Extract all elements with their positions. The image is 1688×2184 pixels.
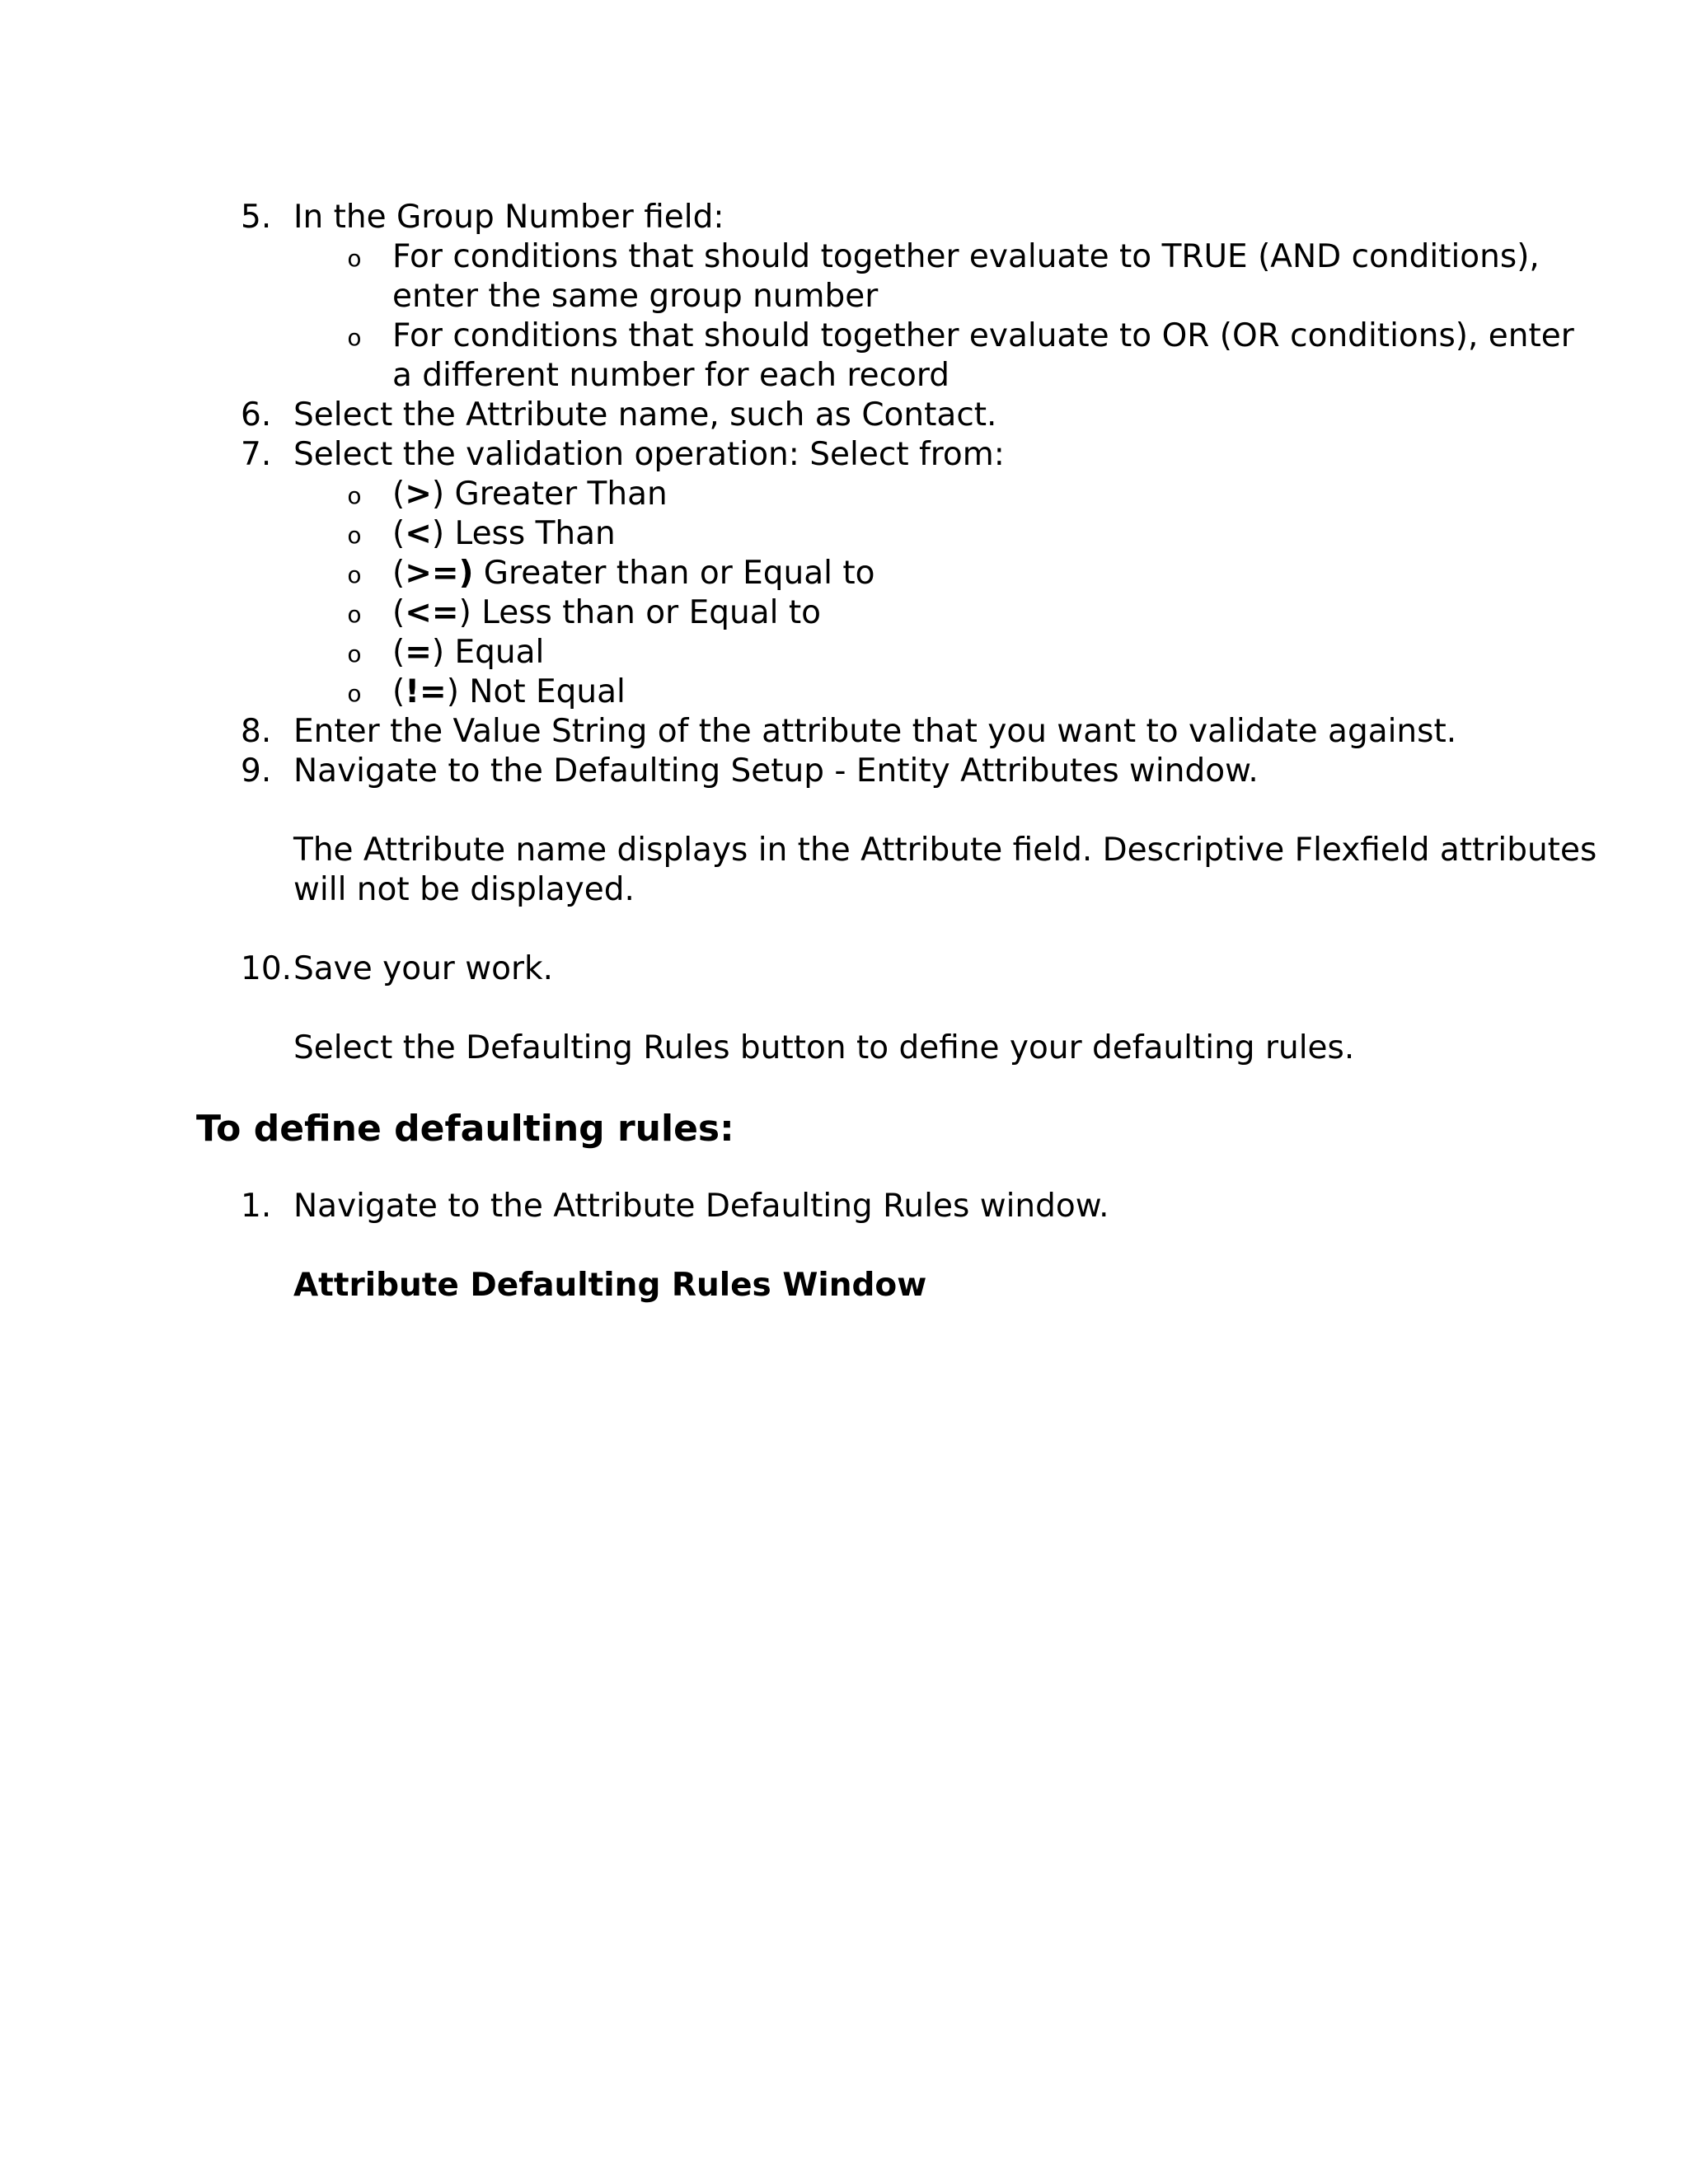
bullet-marker: o bbox=[347, 561, 362, 588]
step-9-note-line-1: The Attribute name displays in the Attribute field. Descriptive Flexfield attributes bbox=[293, 832, 1597, 869]
bullet-marker: o bbox=[347, 482, 362, 509]
operator-symbol: > bbox=[405, 476, 432, 513]
window-caption: Attribute Defaulting Rules Window bbox=[293, 1267, 927, 1304]
operation-less-equal: (<=) Less than or Equal to bbox=[392, 594, 821, 631]
bullet-marker: o bbox=[347, 680, 362, 707]
step-10-text: Save your work. bbox=[293, 950, 553, 987]
step-10-note: Select the Defaulting Rules button to define your defaulting rules. bbox=[293, 1029, 1355, 1066]
bullet-marker: o bbox=[347, 601, 362, 628]
step-8-text: Enter the Value String of the attribute that you want to validate against. bbox=[293, 713, 1457, 750]
step-6-number: 6. bbox=[241, 396, 272, 434]
step-6-text: Select the Attribute name, such as Contact. bbox=[293, 396, 997, 434]
section-heading: To define defaulting rules: bbox=[196, 1108, 734, 1150]
step-9-number: 9. bbox=[241, 752, 272, 790]
operator-symbol: != bbox=[405, 673, 447, 710]
step-5-bullet-1-line-1: For conditions that should together evaluate to TRUE (AND conditions), bbox=[392, 238, 1540, 275]
operation-not-equal: (!=) Not Equal bbox=[392, 673, 626, 710]
operator-symbol: = bbox=[405, 634, 432, 671]
step-5-bullet-2-line-1: For conditions that should together evaluate to OR (OR conditions), enter bbox=[392, 317, 1574, 354]
step-5-number: 5. bbox=[241, 199, 272, 236]
operator-symbol: >=) bbox=[405, 555, 474, 592]
step-7-number: 7. bbox=[241, 436, 272, 473]
operation-equal: (=) Equal bbox=[392, 634, 545, 671]
step-9-note-line-2: will not be displayed. bbox=[293, 871, 635, 908]
step-9-text: Navigate to the Defaulting Setup - Entity Attributes window. bbox=[293, 752, 1259, 790]
step-8-number: 8. bbox=[241, 713, 272, 750]
operator-symbol: < bbox=[405, 515, 432, 552]
step-7-text: Select the validation operation: Select from: bbox=[293, 436, 1005, 473]
bullet-marker: o bbox=[347, 522, 362, 549]
operation-greater-than: (>) Greater Than bbox=[392, 476, 668, 513]
step-5-bullet-1-line-2: enter the same group number bbox=[392, 278, 879, 315]
step-10-number: 10. bbox=[241, 950, 293, 987]
operator-symbol: <= bbox=[405, 594, 459, 631]
bullet-marker: o bbox=[347, 324, 362, 351]
bullet-marker: o bbox=[347, 640, 362, 668]
section-step-1-text: Navigate to the Attribute Defaulting Rules window. bbox=[293, 1188, 1109, 1225]
step-5-text: In the Group Number field: bbox=[293, 199, 724, 236]
section-step-1-number: 1. bbox=[241, 1188, 272, 1225]
operation-less-than: (<) Less Than bbox=[392, 515, 616, 552]
step-5-bullet-2-line-2: a different number for each record bbox=[392, 357, 950, 394]
bullet-marker: o bbox=[347, 245, 362, 272]
operation-greater-equal: (>=) Greater than or Equal to bbox=[392, 555, 875, 592]
